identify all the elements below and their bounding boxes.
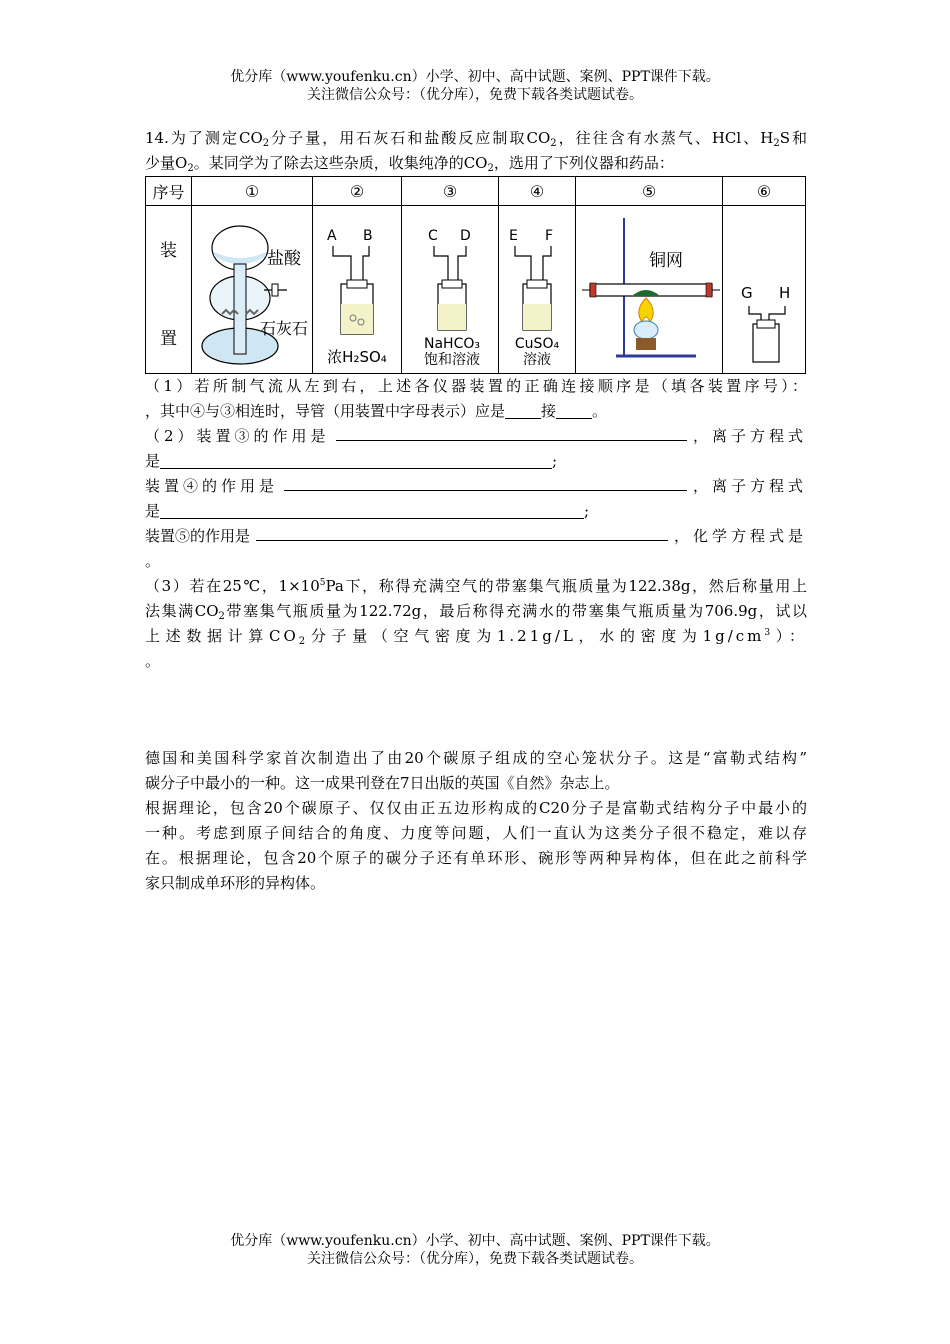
apparatus-table — [145, 176, 806, 374]
part-3-line-1: （3）若在25℃，$1\times 10^5Pa$下，称得充满空气的带塞集气瓶质量为122.38g，然后称量用上 — [145, 577, 807, 595]
svg-text:浓H₂SO₄: 浓H₂SO₄ — [327, 348, 387, 366]
news-line-5: 在。根据理论，包含20个原子的碳分子还有单环形、碗形等两种异构体，但在此之前科学 — [145, 849, 807, 867]
header-label: 序号 — [146, 177, 192, 206]
apparatus-2 — [313, 206, 402, 374]
wash-bottle-2-image — [313, 206, 402, 369]
part-2-line-2: 是 ; — [145, 452, 558, 470]
svg-text:C: C — [428, 228, 438, 244]
blank[interactable] — [336, 424, 687, 441]
svg-text:NaHCO₃: NaHCO₃ — [424, 336, 480, 352]
blank[interactable] — [284, 474, 687, 491]
apparatus-4 — [499, 206, 576, 374]
blank[interactable] — [256, 524, 668, 541]
svg-text:H: H — [779, 284, 791, 302]
news-line-1: 德国和美国科学家首次制造出了由20个碳原子组成的空心笼状分子。这是“富勒式结构” — [145, 749, 807, 767]
blank[interactable] — [160, 502, 584, 519]
apparatus-6 — [723, 206, 806, 374]
part-2-line-4: 是 ; — [145, 502, 590, 520]
news-line-3: 根据理论，包含20个碳原子、仅仅由正五边形构成的C20分子是富勒式结构分子中最小的 — [145, 799, 807, 817]
svg-text:G: G — [741, 284, 753, 302]
svg-text:溶液: 溶液 — [523, 352, 551, 368]
blank[interactable] — [505, 402, 541, 419]
svg-text:E: E — [509, 228, 518, 244]
header-line-2: 关注微信公众号：（优分库），免费下载各类试题试卷。 — [307, 87, 643, 103]
wash-bottle-3-image — [402, 206, 499, 369]
part-1-line-2: ，其中④与③相连时，导管（用装置中字母表示）应是 接 。 — [145, 402, 608, 420]
svg-text:A: A — [327, 228, 337, 244]
page-footer — [0, 1232, 950, 1268]
col-6: ⑥ — [723, 177, 806, 206]
page-header — [0, 68, 950, 104]
news-line-4: 一种。考虑到原子间结合的角度、力度等问题，人们一直认为这类分子很不稳定，难以存 — [145, 824, 807, 842]
col-3: ③ — [402, 177, 499, 206]
stem-line-2: 少量$O_2$。某同学为了除去这些杂质，收集纯净的$CO_2$，选用了下列仪器和药品： — [145, 154, 674, 174]
wash-bottle-4-image — [499, 206, 576, 369]
part-1-line-1: （1）若所制气流从左到右，上述各仪器装置的正确连接顺序是（填各装置序号）： — [145, 377, 807, 395]
footer-line-2: 关注微信公众号：（优分库），免费下载各类试题试卷。 — [307, 1251, 643, 1267]
svg-text:CuSO₄: CuSO₄ — [514, 336, 560, 352]
heated-tube-image — [576, 206, 723, 369]
blank[interactable] — [160, 452, 552, 469]
part-2-line-6: 。 — [145, 552, 161, 570]
col-4: ④ — [499, 177, 576, 206]
news-line-2: 碳分子中最小的一种。这一成果刊登在7日出版的英国《自然》杂志上。 — [145, 774, 620, 792]
footer-line-1: 优分库（www.youfenku.cn）小学、初中、高中试题、案例、PPT课件下载。 — [230, 1233, 720, 1249]
news-paragraph — [145, 746, 807, 896]
part-2-line-3: 装置④的作用是 ，离子方程式 — [145, 474, 807, 499]
kipp-generator-image — [192, 206, 313, 369]
part-3-line-3: 上述数据计算$CO_2$分子量（空气密度为1.21g/L，水的密度为$1g/cm^3$）： — [145, 627, 807, 647]
svg-text:B: B — [363, 228, 373, 244]
svg-text:石灰石: 石灰石 — [259, 319, 309, 338]
col-1: ① — [192, 177, 313, 206]
apparatus-5 — [576, 206, 723, 374]
svg-text:盐酸: 盐酸 — [267, 249, 301, 269]
apparatus-1 — [192, 206, 313, 374]
collection-bottle-image — [723, 206, 806, 369]
news-line-6: 家只制成单环形的异构体。 — [145, 874, 326, 892]
col-2: ② — [313, 177, 402, 206]
apparatus-3 — [402, 206, 499, 374]
row-label: 装 置 — [146, 206, 192, 374]
part-3-line-2: 法集满$CO_2$带塞集气瓶质量为122.72g，最后称得充满水的带塞集气瓶质量为706.9g，试以 — [145, 602, 807, 622]
question-stem — [145, 126, 807, 176]
svg-text:D: D — [460, 228, 471, 244]
question-parts — [145, 374, 807, 674]
part-2-line-1: （2）装置③的作用是 ，离子方程式 — [145, 424, 807, 449]
col-5: ⑤ — [576, 177, 723, 206]
header-line-1: 优分库（www.youfenku.cn）小学、初中、高中试题、案例、PPT课件下载。 — [230, 69, 720, 85]
svg-text:铜网: 铜网 — [649, 251, 683, 271]
blank[interactable] — [556, 402, 592, 419]
svg-text:F: F — [545, 228, 554, 244]
part-2-line-5: 装置⑤的作用是 ，化学方程式是 — [145, 524, 807, 549]
stem-line-1: 14.为了测定$CO_2$分子量，用石灰石和盐酸反应制取$CO_2$，往往含有水蒸气、HCl、$H_2S$和 — [145, 129, 808, 149]
part-3-line-4: 。 — [145, 652, 161, 670]
svg-text:饱和溶液: 饱和溶液 — [424, 352, 480, 368]
